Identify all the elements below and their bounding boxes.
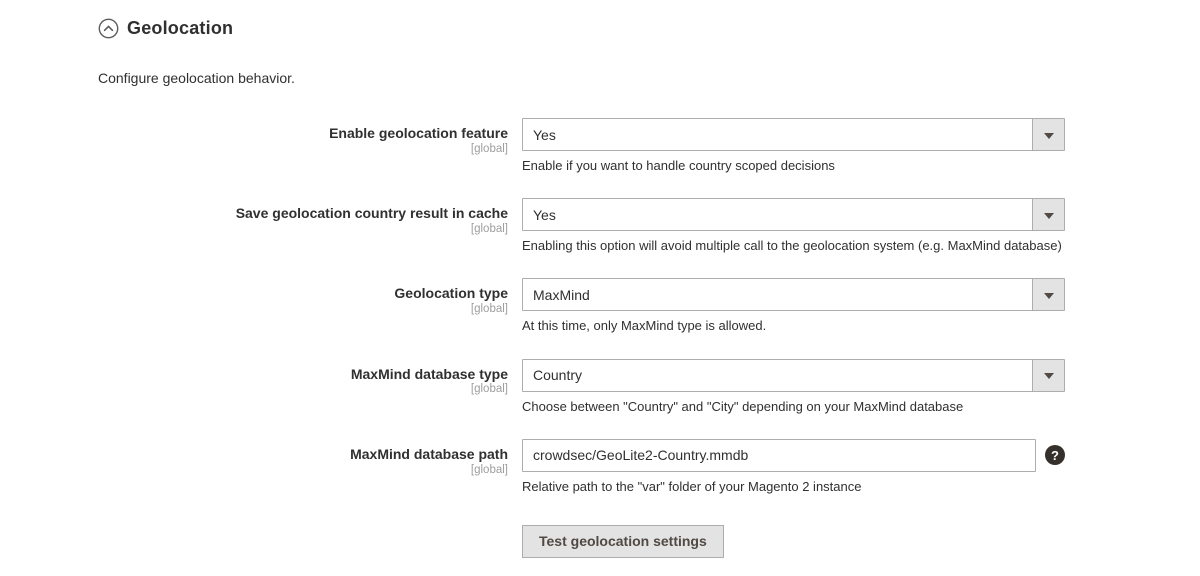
chevron-up-circle-icon[interactable] bbox=[98, 18, 119, 39]
select-value: MaxMind bbox=[533, 286, 590, 303]
field-comment: Enabling this option will avoid multiple call to the geolocation system (e.g. MaxMind database) bbox=[522, 238, 1062, 254]
section-description: Configure geolocation behavior. bbox=[98, 70, 295, 86]
field-row-geolocation-type bbox=[98, 278, 1200, 335]
select-dropdown-arrow-icon[interactable] bbox=[1032, 279, 1064, 310]
select-dropdown-arrow-icon[interactable] bbox=[1032, 119, 1064, 150]
field-label-block bbox=[98, 439, 508, 496]
field-scope: [global] bbox=[470, 222, 508, 235]
field-label: Geolocation type bbox=[394, 285, 508, 302]
field-scope: [global] bbox=[470, 142, 508, 155]
field-label: Enable geolocation feature bbox=[329, 125, 508, 141]
field-scope: [global] bbox=[470, 463, 508, 476]
field-label-block bbox=[98, 359, 508, 416]
field-row-enable-geolocation bbox=[98, 118, 1200, 175]
save-cache-select[interactable] bbox=[522, 198, 1065, 231]
field-comment: Choose between "Country" and "City" depending on your MaxMind database bbox=[522, 398, 964, 414]
section-header-geolocation[interactable] bbox=[98, 18, 1200, 39]
select-dropdown-arrow-icon[interactable] bbox=[1032, 360, 1064, 391]
geolocation-type-select[interactable] bbox=[522, 278, 1065, 311]
enable-geolocation-select[interactable] bbox=[522, 118, 1065, 151]
field-label: Save geolocation country result in cache bbox=[235, 205, 508, 222]
select-value: Country bbox=[533, 367, 583, 384]
select-dropdown-arrow-icon[interactable] bbox=[1032, 199, 1064, 230]
help-tooltip-icon[interactable]: ? bbox=[1045, 445, 1065, 465]
field-comment: At this time, only MaxMind type is allowed. bbox=[522, 318, 767, 334]
field-row-maxmind-db-path bbox=[98, 439, 1200, 496]
maxmind-db-path-input[interactable] bbox=[522, 439, 1036, 472]
geolocation-form bbox=[98, 118, 1200, 558]
field-label: MaxMind database path bbox=[350, 445, 508, 462]
section-title: Geolocation bbox=[127, 18, 234, 38]
field-row-save-cache bbox=[98, 198, 1200, 255]
field-scope: [global] bbox=[470, 303, 508, 316]
field-scope: [global] bbox=[470, 383, 508, 396]
select-value: Yes bbox=[533, 206, 556, 223]
field-label: MaxMind database type bbox=[350, 365, 508, 382]
select-value: Yes bbox=[533, 126, 556, 143]
field-label-block bbox=[98, 278, 508, 335]
field-label-block bbox=[98, 198, 508, 255]
field-row-maxmind-db-type bbox=[98, 359, 1200, 416]
test-geolocation-settings-button[interactable]: Test geolocation settings bbox=[522, 525, 724, 558]
field-comment: Enable if you want to handle country scoped decisions bbox=[522, 158, 835, 173]
field-comment: Relative path to the "var" folder of your Magento 2 instance bbox=[522, 478, 862, 494]
field-label-block bbox=[98, 118, 508, 175]
maxmind-db-type-select[interactable] bbox=[522, 359, 1065, 392]
